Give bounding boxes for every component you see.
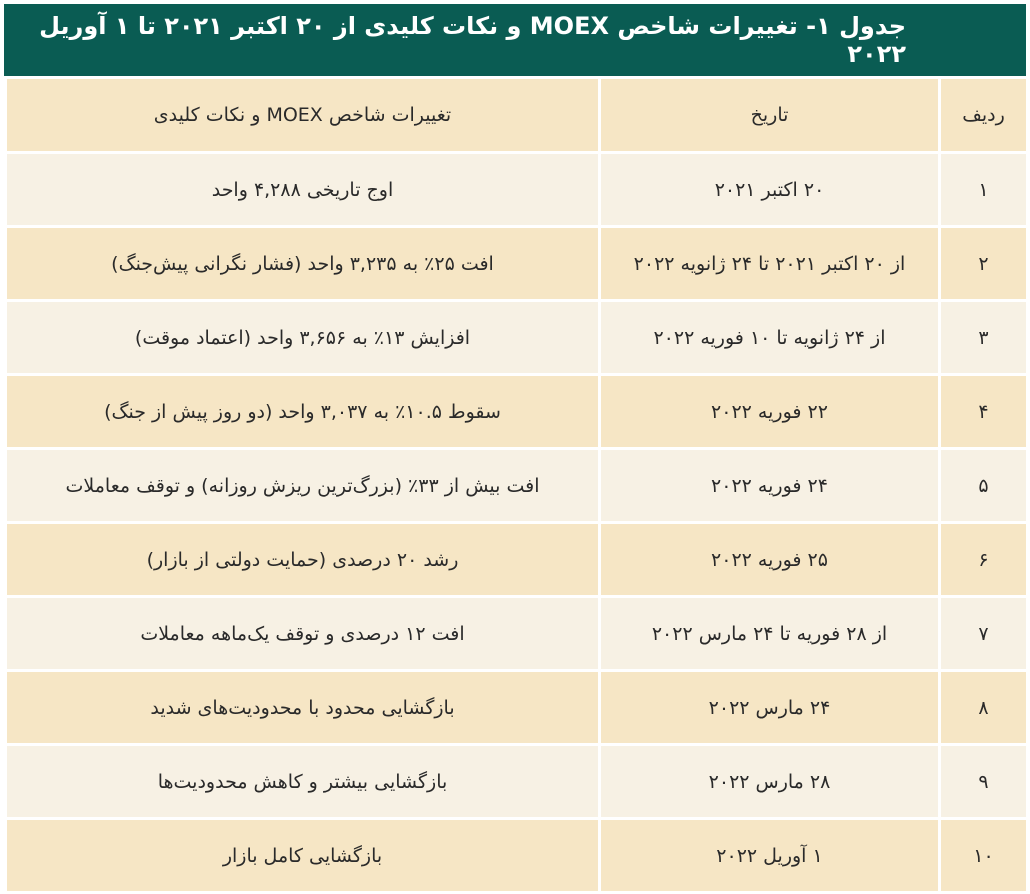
row-index: ۵ — [940, 449, 1028, 523]
table-row — [6, 375, 1028, 449]
header-row — [6, 78, 1028, 153]
row-date: ۲۴ مارس ۲۰۲۲ — [600, 671, 940, 745]
table-row — [6, 449, 1028, 523]
row-date: ۲۲ فوریه ۲۰۲۲ — [600, 375, 940, 449]
table-row — [6, 523, 1028, 597]
row-description: سقوط ۱۰.۵٪ به ۳,۰۳۷ واحد (دو روز پیش از جنگ) — [6, 375, 600, 449]
table-row — [6, 671, 1028, 745]
row-description: رشد ۲۰ درصدی (حمایت دولتی از بازار) — [6, 523, 600, 597]
table-row — [6, 819, 1028, 893]
row-index: ۸ — [940, 671, 1028, 745]
row-description: اوج تاریخی ۴,۲۸۸ واحد — [6, 153, 600, 227]
row-description: افت بیش از ۳۳٪ (بزرگ‌ترین ریزش روزانه) و توقف معاملات — [6, 449, 600, 523]
row-index: ۳ — [940, 301, 1028, 375]
row-description: افزایش ۱۳٪ به ۳,۶۵۶ واحد (اعتماد موقت) — [6, 301, 600, 375]
row-index: ۱ — [940, 153, 1028, 227]
row-date: ۲۰ اکتبر ۲۰۲۱ — [600, 153, 940, 227]
row-date: از ۲۴ ژانویه تا ۱۰ فوریه ۲۰۲۲ — [600, 301, 940, 375]
row-date: از ۲۰ اکتبر ۲۰۲۱ تا ۲۴ ژانویه ۲۰۲۲ — [600, 227, 940, 301]
table-row — [6, 597, 1028, 671]
table-row — [6, 745, 1028, 819]
row-description: بازگشایی بیشتر و کاهش محدودیت‌ها — [6, 745, 600, 819]
table-title: جدول ۱- تغییرات شاخص MOEX و نکات کلیدی از ۲۰ اکتبر ۲۰۲۱ تا ۱ آوریل ۲۰۲۲ — [4, 4, 1026, 76]
row-index: ۶ — [940, 523, 1028, 597]
row-date: ۲۵ فوریه ۲۰۲۲ — [600, 523, 940, 597]
row-date: ۲۸ مارس ۲۰۲۲ — [600, 745, 940, 819]
row-date: ۱ آوریل ۲۰۲۲ — [600, 819, 940, 893]
row-description: افت ۱۲ درصدی و توقف یک‌ماهه معاملات — [6, 597, 600, 671]
header-date: تاریخ — [600, 78, 940, 153]
row-index: ۹ — [940, 745, 1028, 819]
row-description: بازگشایی محدود با محدودیت‌های شدید — [6, 671, 600, 745]
row-index: ۲ — [940, 227, 1028, 301]
table-row — [6, 227, 1028, 301]
table-row — [6, 153, 1028, 227]
table-row — [6, 301, 1028, 375]
header-description: تغییرات شاخص MOEX و نکات کلیدی — [6, 78, 600, 153]
row-description: بازگشایی کامل بازار — [6, 819, 600, 893]
row-index: ۴ — [940, 375, 1028, 449]
row-description: افت ۲۵٪ به ۳,۲۳۵ واحد (فشار نگرانی پیش‌جنگ) — [6, 227, 600, 301]
row-index: ۱۰ — [940, 819, 1028, 893]
row-date: ۲۴ فوریه ۲۰۲۲ — [600, 449, 940, 523]
row-date: از ۲۸ فوریه تا ۲۴ مارس ۲۰۲۲ — [600, 597, 940, 671]
row-index: ۷ — [940, 597, 1028, 671]
header-index: ردیف — [940, 78, 1028, 153]
moex-table — [4, 76, 1029, 894]
